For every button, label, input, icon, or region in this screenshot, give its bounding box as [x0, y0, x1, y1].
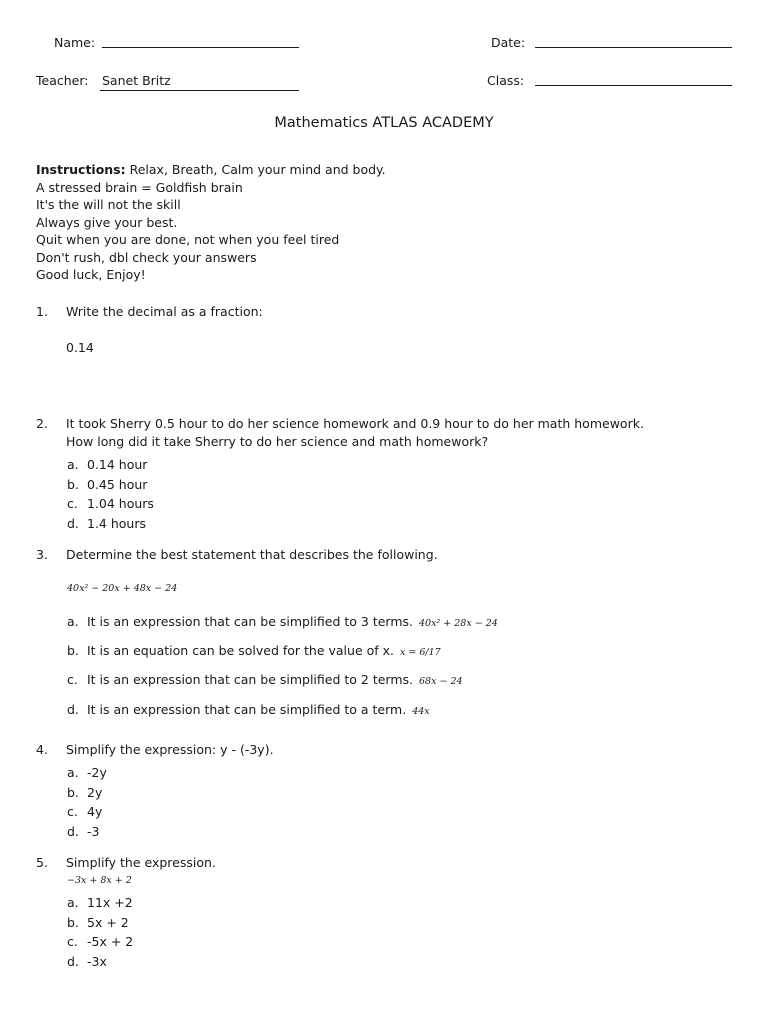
question-2-number: 2.	[36, 416, 48, 431]
question-3-option-d[interactable]	[67, 702, 430, 717]
option-letter: d.	[67, 954, 79, 969]
question-2-option-d[interactable]	[67, 516, 146, 531]
teacher-label: Teacher:	[36, 73, 89, 88]
class-label: Class:	[487, 73, 525, 88]
option-letter: c.	[67, 804, 78, 819]
option-text: -3	[87, 824, 100, 839]
instruction-line: It's the will not the skill	[36, 197, 181, 212]
question-2-text-line-2: How long did it take Sherry to do her science and math homework?	[66, 434, 489, 449]
option-text: 0.14 hour	[87, 457, 148, 472]
question-4-text: Simplify the expression: y - (-3y).	[66, 742, 274, 757]
question-2-option-b[interactable]	[67, 477, 147, 492]
option-text: 0.45 hour	[87, 477, 148, 492]
option-letter: a.	[67, 765, 79, 780]
question-5-option-a[interactable]	[67, 895, 133, 910]
question-3-number: 3.	[36, 547, 48, 562]
teacher-field[interactable]	[100, 90, 299, 91]
option-letter: b.	[67, 785, 79, 800]
option-letter: b.	[67, 915, 79, 930]
option-text: -5x + 2	[87, 934, 134, 949]
question-3-option-c[interactable]	[67, 672, 463, 687]
option-text: It is an expression that can be simplified to 2 terms.	[87, 672, 413, 687]
option-text: 1.4 hours	[87, 516, 146, 531]
date-label: Date:	[491, 35, 526, 50]
option-letter: b.	[67, 477, 79, 492]
option-text: -2y	[87, 765, 107, 780]
instructions-label: Instructions:	[36, 162, 126, 177]
question-4-option-a[interactable]	[67, 765, 107, 780]
question-5-option-c[interactable]	[67, 934, 133, 949]
option-math: 68x − 24	[419, 676, 463, 687]
option-math: 40x² + 28x − 24	[419, 618, 498, 629]
option-letter: d.	[67, 516, 79, 531]
option-text: 5x + 2	[87, 915, 129, 930]
instructions-text: Relax, Breath, Calm your mind and body.	[129, 162, 386, 177]
question-4-option-b[interactable]	[67, 785, 102, 800]
option-letter: a.	[67, 614, 79, 629]
question-3-expression: 40x² − 20x + 48x − 24	[67, 583, 178, 594]
question-5-option-d[interactable]	[67, 954, 107, 969]
option-letter: b.	[67, 643, 79, 658]
question-5-number: 5.	[36, 855, 48, 870]
question-2-option-a[interactable]	[67, 457, 147, 472]
option-letter: d.	[67, 824, 79, 839]
question-1-number: 1.	[36, 304, 48, 319]
option-text: 2y	[87, 785, 103, 800]
option-text: It is an expression that can be simplified to 3 terms.	[87, 614, 413, 629]
option-letter: c.	[67, 934, 78, 949]
question-2-option-c[interactable]	[67, 496, 154, 511]
option-math: x = 6/17	[400, 647, 441, 658]
option-letter: a.	[67, 457, 79, 472]
instruction-line: Good luck, Enjoy!	[36, 267, 146, 282]
instruction-line: A stressed brain = Goldfish brain	[36, 180, 243, 195]
question-3-text: Determine the best statement that describes the following.	[66, 547, 438, 562]
question-3-option-a[interactable]	[67, 614, 498, 629]
class-field[interactable]	[535, 85, 732, 86]
option-text: 1.04 hours	[87, 496, 154, 511]
instruction-line: Always give your best.	[36, 215, 178, 230]
option-text: -3x	[87, 954, 107, 969]
question-1-text: Write the decimal as a fraction:	[66, 304, 263, 319]
option-text: 4y	[87, 804, 103, 819]
option-letter: d.	[67, 702, 79, 717]
question-4-option-d[interactable]	[67, 824, 99, 839]
question-4-number: 4.	[36, 742, 48, 757]
date-field[interactable]	[535, 47, 732, 48]
instruction-line: Quit when you are done, not when you feel tired	[36, 232, 340, 247]
instruction-line: Don't rush, dbl check your answers	[36, 250, 257, 265]
page-title: Mathematics ATLAS ACADEMY	[274, 115, 494, 131]
option-math: 44x	[412, 706, 430, 717]
question-2-text-line-1: It took Sherry 0.5 hour to do her science homework and 0.9 hour to do her math homework.	[66, 416, 644, 431]
option-text: It is an equation can be solved for the value of x.	[87, 643, 395, 658]
option-letter: a.	[67, 895, 79, 910]
question-1-value: 0.14	[66, 340, 94, 355]
question-3-option-b[interactable]	[67, 643, 441, 658]
option-text: 11x +2	[87, 895, 133, 910]
question-5-text: Simplify the expression.	[66, 855, 216, 870]
name-label: Name:	[54, 35, 96, 50]
teacher-value: Sanet Britz	[102, 73, 171, 88]
option-text: It is an expression that can be simplified to a term.	[87, 702, 407, 717]
question-5-expression: −3x + 8x + 2	[67, 875, 132, 886]
question-5-option-b[interactable]	[67, 915, 129, 930]
option-letter: c.	[67, 496, 78, 511]
option-letter: c.	[67, 672, 78, 687]
name-field[interactable]	[102, 47, 299, 48]
instructions-first-line	[36, 162, 386, 177]
question-4-option-c[interactable]	[67, 804, 102, 819]
